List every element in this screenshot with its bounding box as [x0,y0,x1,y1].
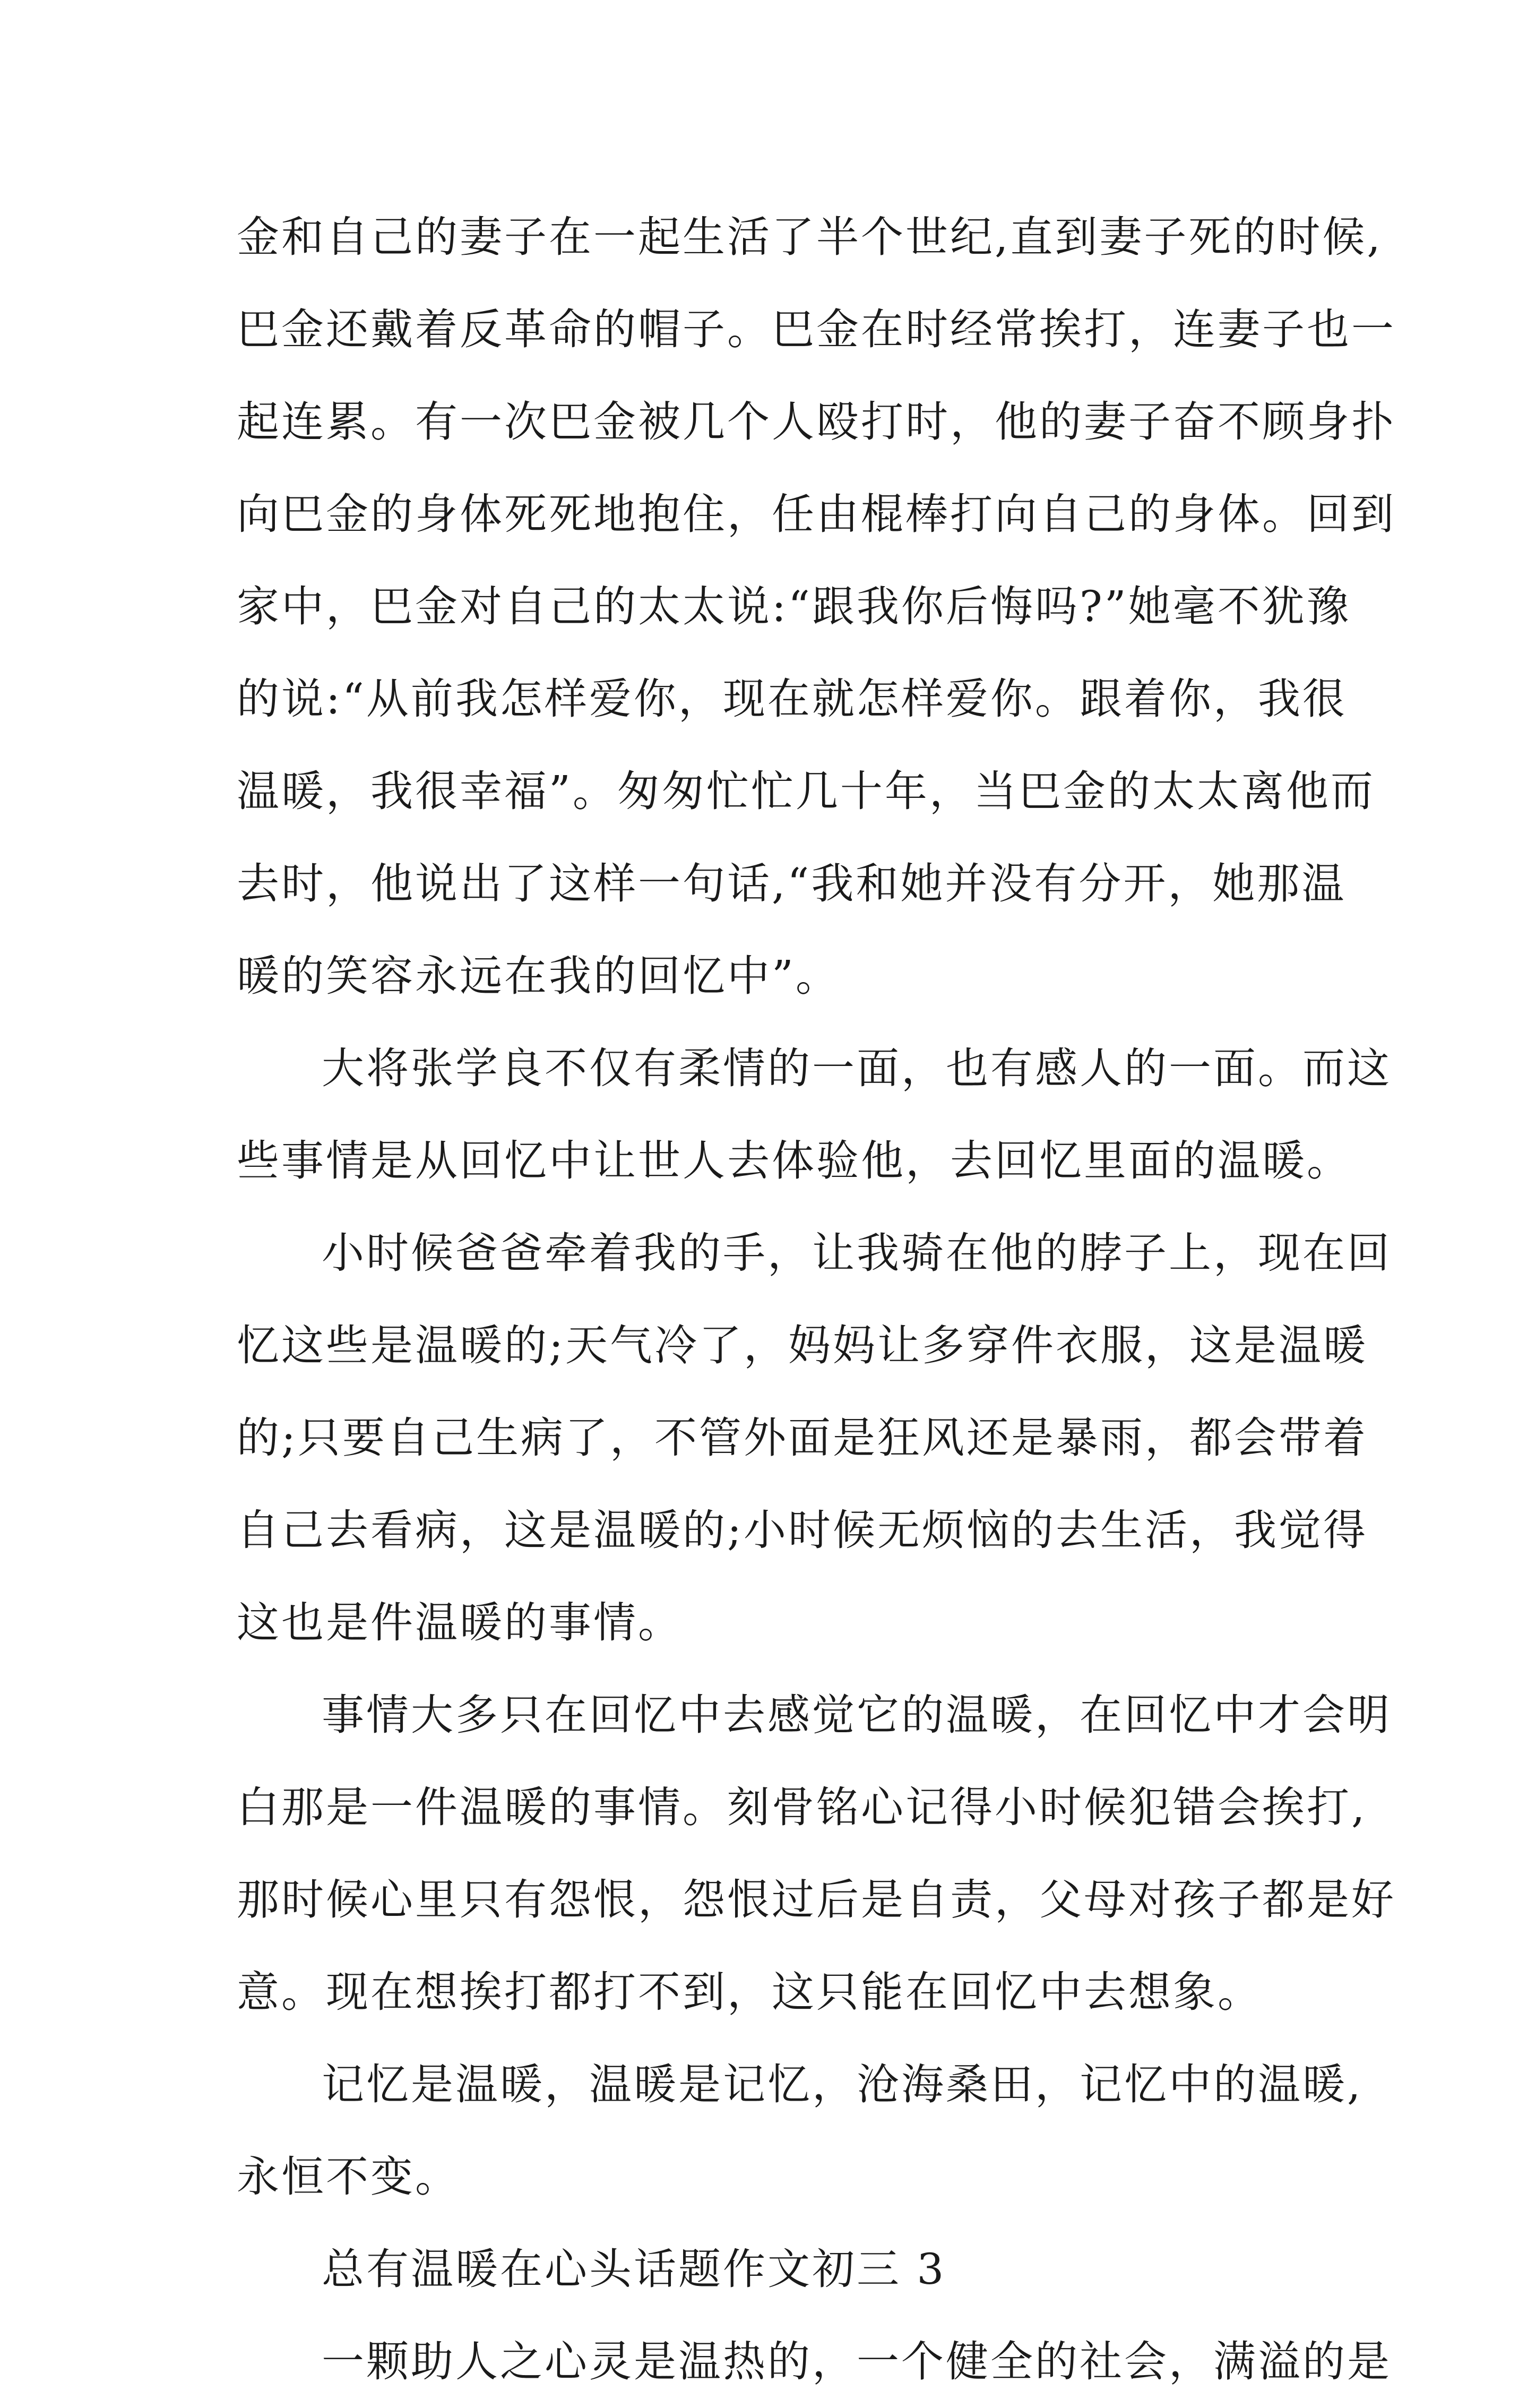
text-line: 巴金还戴着反革命的帽子。巴金在时经常挨打，连妻子也一 [237,305,1396,354]
text-line: 向巴金的身体死死地抱住，任由棍棒打向自己的身体。回到 [237,489,1396,539]
text-line: 自己去看病，这是温暖的;小时候无烦恼的去生活，我觉得 [237,1506,1368,1555]
document-body [237,191,1396,2408]
text-line: 的说:“从前我怎样爱你，现在就怎样爱你。跟着你，我很 [237,674,1347,724]
text-line: 总有温暖在心头话题作文初三 3 [322,2244,946,2294]
text-line: 家中，巴金对自己的太太说:“跟我你后悔吗?”她毫不犹豫 [237,582,1351,631]
text-line: 这也是件温暖的事情。 [237,1598,683,1647]
text-line: 去时，他说出了这样一句话,“我和她并没有分开，她那温 [237,859,1347,908]
text-line: 些事情是从回忆中让世人去体验他，去回忆里面的温暖。 [237,1136,1351,1185]
text-line: 起连累。有一次巴金被几个人殴打时，他的妻子奋不顾身扑 [237,397,1396,446]
text-line: 忆这些是温暖的;天气冷了，妈妈让多穿件衣服，这是温暖 [237,1321,1368,1370]
text-line: 温暖，我很幸福”。匆匆忙忙几十年，当巴金的太太离他而 [237,767,1375,816]
text-line: 大将张学良不仅有柔情的一面，也有感人的一面。而这 [322,1044,1392,1093]
text-line: 那时候心里只有怨恨，怨恨过后是自责，父母对孩子都是好 [237,1875,1396,1924]
text-line: 的;只要自己生病了，不管外面是狂风还是暴雨，都会带着 [237,1413,1368,1463]
text-line: 小时候爸爸牵着我的手，让我骑在他的脖子上，现在回 [322,1228,1392,1278]
text-line: 一颗助人之心灵是温热的，一个健全的社会，满溢的是 [322,2337,1392,2386]
text-line: 永恒不变。 [237,2152,460,2201]
text-line: 记忆是温暖，温暖是记忆，沧海桑田，记忆中的温暖, [322,2060,1363,2109]
text-line: 意。现在想挨打都打不到，这只能在回忆中去想象。 [237,1967,1262,2017]
text-line: 白那是一件温暖的事情。刻骨铭心记得小时候犯错会挨打, [237,1783,1367,1832]
text-line: 金和自己的妻子在一起生活了半个世纪,直到妻子死的时候, [237,212,1383,262]
text-line: 事情大多只在回忆中去感觉它的温暖，在回忆中才会明 [322,1690,1392,1740]
text-line: 暖的笑容永远在我的回忆中”。 [237,951,840,1001]
